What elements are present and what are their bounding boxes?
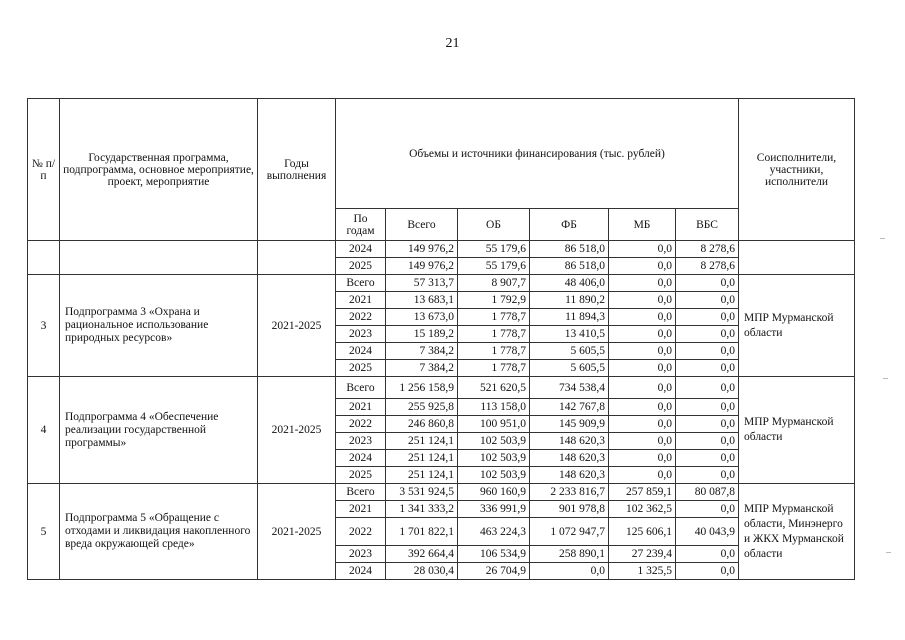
cell-vbs: 0,0 bbox=[676, 450, 739, 467]
cell-vbs: 0,0 bbox=[676, 546, 739, 563]
subheader-vbs: ВБС bbox=[676, 209, 739, 241]
cell-ob: 463 224,3 bbox=[458, 518, 530, 546]
cell-ob: 102 503,9 bbox=[458, 450, 530, 467]
continuation-years bbox=[258, 241, 336, 275]
cell-vbs: 0,0 bbox=[676, 399, 739, 416]
row-num: 4 bbox=[28, 377, 60, 484]
cell-year: Всего bbox=[336, 484, 386, 501]
subprogram-name: Подпрограмма 3 «Охрана и рациональное использование природных ресурсов» bbox=[60, 275, 258, 377]
cell-year: 2024 bbox=[336, 241, 386, 258]
cell-ob: 1 778,7 bbox=[458, 343, 530, 360]
cell-year: 2021 bbox=[336, 501, 386, 518]
cell-ob: 1 778,7 bbox=[458, 309, 530, 326]
cell-fb: 901 978,8 bbox=[530, 501, 609, 518]
cell-mb: 0,0 bbox=[609, 416, 676, 433]
cell-year: 2023 bbox=[336, 433, 386, 450]
cell-year: 2022 bbox=[336, 416, 386, 433]
cell-ob: 1 792,9 bbox=[458, 292, 530, 309]
cell-ob: 960 160,9 bbox=[458, 484, 530, 501]
cell-year: 2022 bbox=[336, 309, 386, 326]
row-num: 3 bbox=[28, 275, 60, 377]
cell-total: 251 124,1 bbox=[386, 433, 458, 450]
cell-total: 1 701 822,1 bbox=[386, 518, 458, 546]
cell-ob: 336 991,9 bbox=[458, 501, 530, 518]
subheader-ob: ОБ bbox=[458, 209, 530, 241]
cell-fb: 11 894,3 bbox=[530, 309, 609, 326]
subprogram-name: Подпрограмма 4 «Обеспечение реализации государственной программы» bbox=[60, 377, 258, 484]
cell-fb: 148 620,3 bbox=[530, 450, 609, 467]
subprogram-name: Подпрограмма 5 «Обращение с отходами и ликвидация накопленного вреда окружающей среде» bbox=[60, 484, 258, 580]
row-num: 5 bbox=[28, 484, 60, 580]
cell-vbs: 0,0 bbox=[676, 501, 739, 518]
cell-total: 1 341 333,2 bbox=[386, 501, 458, 518]
cell-year: 2025 bbox=[336, 360, 386, 377]
cell-vbs: 0,0 bbox=[676, 343, 739, 360]
cell-vbs: 0,0 bbox=[676, 360, 739, 377]
cell-mb: 0,0 bbox=[609, 275, 676, 292]
cell-vbs: 8 278,6 bbox=[676, 241, 739, 258]
cell-fb: 2 233 816,7 bbox=[530, 484, 609, 501]
financing-table bbox=[27, 98, 855, 580]
cell-mb: 0,0 bbox=[609, 258, 676, 275]
cell-total: 246 860,8 bbox=[386, 416, 458, 433]
cell-vbs: 0,0 bbox=[676, 292, 739, 309]
subprogram-years: 2021-2025 bbox=[258, 377, 336, 484]
cell-year: 2024 bbox=[336, 450, 386, 467]
cell-year: 2023 bbox=[336, 326, 386, 343]
cell-total: 392 664,4 bbox=[386, 546, 458, 563]
header-program: Государственная программа, подпрограмма, основное мероприятие, проект, мероприятие bbox=[60, 99, 258, 241]
subheader-fb: ФБ bbox=[530, 209, 609, 241]
cell-vbs: 0,0 bbox=[676, 275, 739, 292]
cell-year: 2025 bbox=[336, 258, 386, 275]
cell-fb: 5 605,5 bbox=[530, 343, 609, 360]
cell-vbs: 8 278,6 bbox=[676, 258, 739, 275]
cell-total: 7 384,2 bbox=[386, 343, 458, 360]
subheader-mb: МБ bbox=[609, 209, 676, 241]
cell-mb: 0,0 bbox=[609, 326, 676, 343]
cell-total: 13 683,1 bbox=[386, 292, 458, 309]
cell-vbs: 0,0 bbox=[676, 326, 739, 343]
cell-vbs: 0,0 bbox=[676, 309, 739, 326]
cell-ob: 55 179,6 bbox=[458, 241, 530, 258]
cell-fb: 86 518,0 bbox=[530, 258, 609, 275]
cell-mb: 0,0 bbox=[609, 399, 676, 416]
cell-mb: 0,0 bbox=[609, 292, 676, 309]
cell-mb: 0,0 bbox=[609, 433, 676, 450]
continuation-executor bbox=[739, 241, 855, 275]
cell-fb: 86 518,0 bbox=[530, 241, 609, 258]
cell-year: Всего bbox=[336, 275, 386, 292]
cell-total: 13 673,0 bbox=[386, 309, 458, 326]
cell-total: 149 976,2 bbox=[386, 258, 458, 275]
cell-mb: 0,0 bbox=[609, 360, 676, 377]
cell-total: 1 256 158,9 bbox=[386, 377, 458, 399]
cell-fb: 145 909,9 bbox=[530, 416, 609, 433]
subprogram-executor: МПР Мурманской области bbox=[739, 275, 855, 377]
header-executors: Соисполнители, участники, исполнители bbox=[739, 99, 855, 241]
cell-fb: 5 605,5 bbox=[530, 360, 609, 377]
continuation-program bbox=[60, 241, 258, 275]
cell-fb: 1 072 947,7 bbox=[530, 518, 609, 546]
cell-fb: 13 410,5 bbox=[530, 326, 609, 343]
cell-mb: 0,0 bbox=[609, 241, 676, 258]
header-num: № п/п bbox=[28, 99, 60, 241]
cell-fb: 148 620,3 bbox=[530, 433, 609, 450]
subheader-by-year: По годам bbox=[336, 209, 386, 241]
table-row bbox=[28, 484, 855, 501]
cell-ob: 55 179,6 bbox=[458, 258, 530, 275]
cell-year: 2025 bbox=[336, 467, 386, 484]
cell-mb: 0,0 bbox=[609, 309, 676, 326]
cell-mb: 1 325,5 bbox=[609, 563, 676, 580]
cell-total: 28 030,4 bbox=[386, 563, 458, 580]
subprogram-years: 2021-2025 bbox=[258, 484, 336, 580]
page-number: 21 bbox=[445, 36, 460, 51]
cell-fb: 148 620,3 bbox=[530, 467, 609, 484]
cell-year: 2021 bbox=[336, 399, 386, 416]
cell-total: 15 189,2 bbox=[386, 326, 458, 343]
cell-year: Всего bbox=[336, 377, 386, 399]
cell-ob: 100 951,0 bbox=[458, 416, 530, 433]
cell-year: 2024 bbox=[336, 343, 386, 360]
cell-vbs: 0,0 bbox=[676, 563, 739, 580]
cell-vbs: 0,0 bbox=[676, 433, 739, 450]
subprogram-executor: МПР Мурманской области bbox=[739, 377, 855, 484]
cell-fb: 0,0 bbox=[530, 563, 609, 580]
cell-fb: 48 406,0 bbox=[530, 275, 609, 292]
cell-year: 2024 bbox=[336, 563, 386, 580]
cell-mb: 0,0 bbox=[609, 343, 676, 360]
cell-year: 2021 bbox=[336, 292, 386, 309]
cell-total: 3 531 924,5 bbox=[386, 484, 458, 501]
cell-ob: 1 778,7 bbox=[458, 360, 530, 377]
cell-vbs: 80 087,8 bbox=[676, 484, 739, 501]
table-body bbox=[28, 99, 855, 580]
cell-ob: 26 704,9 bbox=[458, 563, 530, 580]
cell-ob: 1 778,7 bbox=[458, 326, 530, 343]
cell-ob: 102 503,9 bbox=[458, 467, 530, 484]
cell-total: 255 925,8 bbox=[386, 399, 458, 416]
cell-ob: 102 503,9 bbox=[458, 433, 530, 450]
cell-year: 2023 bbox=[336, 546, 386, 563]
cell-total: 251 124,1 bbox=[386, 450, 458, 467]
cell-ob: 521 620,5 bbox=[458, 377, 530, 399]
header-years: Годы выполнения bbox=[258, 99, 336, 241]
table-row bbox=[28, 377, 855, 399]
cell-mb: 27 239,4 bbox=[609, 546, 676, 563]
cell-year: 2022 bbox=[336, 518, 386, 546]
cell-total: 7 384,2 bbox=[386, 360, 458, 377]
cell-mb: 0,0 bbox=[609, 450, 676, 467]
cell-fb: 734 538,4 bbox=[530, 377, 609, 399]
table-row bbox=[28, 275, 855, 292]
cell-ob: 113 158,0 bbox=[458, 399, 530, 416]
cell-mb: 102 362,5 bbox=[609, 501, 676, 518]
cell-fb: 258 890,1 bbox=[530, 546, 609, 563]
cell-vbs: 0,0 bbox=[676, 377, 739, 399]
subprogram-years: 2021-2025 bbox=[258, 275, 336, 377]
cell-total: 57 313,7 bbox=[386, 275, 458, 292]
subheader-total: Всего bbox=[386, 209, 458, 241]
subprogram-executor: МПР Мурманской области, Минэнерго и ЖКХ Мурманской области bbox=[739, 484, 855, 580]
cell-ob: 8 907,7 bbox=[458, 275, 530, 292]
cell-vbs: 0,0 bbox=[676, 467, 739, 484]
header-funding: Объемы и источники финансирования (тыс. рублей) bbox=[336, 99, 739, 209]
continuation-num bbox=[28, 241, 60, 275]
cell-mb: 0,0 bbox=[609, 377, 676, 399]
table-row bbox=[28, 241, 855, 258]
cell-vbs: 0,0 bbox=[676, 416, 739, 433]
cell-total: 251 124,1 bbox=[386, 467, 458, 484]
cell-mb: 257 859,1 bbox=[609, 484, 676, 501]
cell-ob: 106 534,9 bbox=[458, 546, 530, 563]
cell-fb: 142 767,8 bbox=[530, 399, 609, 416]
cell-mb: 0,0 bbox=[609, 467, 676, 484]
cell-total: 149 976,2 bbox=[386, 241, 458, 258]
cell-mb: 125 606,1 bbox=[609, 518, 676, 546]
cell-fb: 11 890,2 bbox=[530, 292, 609, 309]
cell-vbs: 40 043,9 bbox=[676, 518, 739, 546]
